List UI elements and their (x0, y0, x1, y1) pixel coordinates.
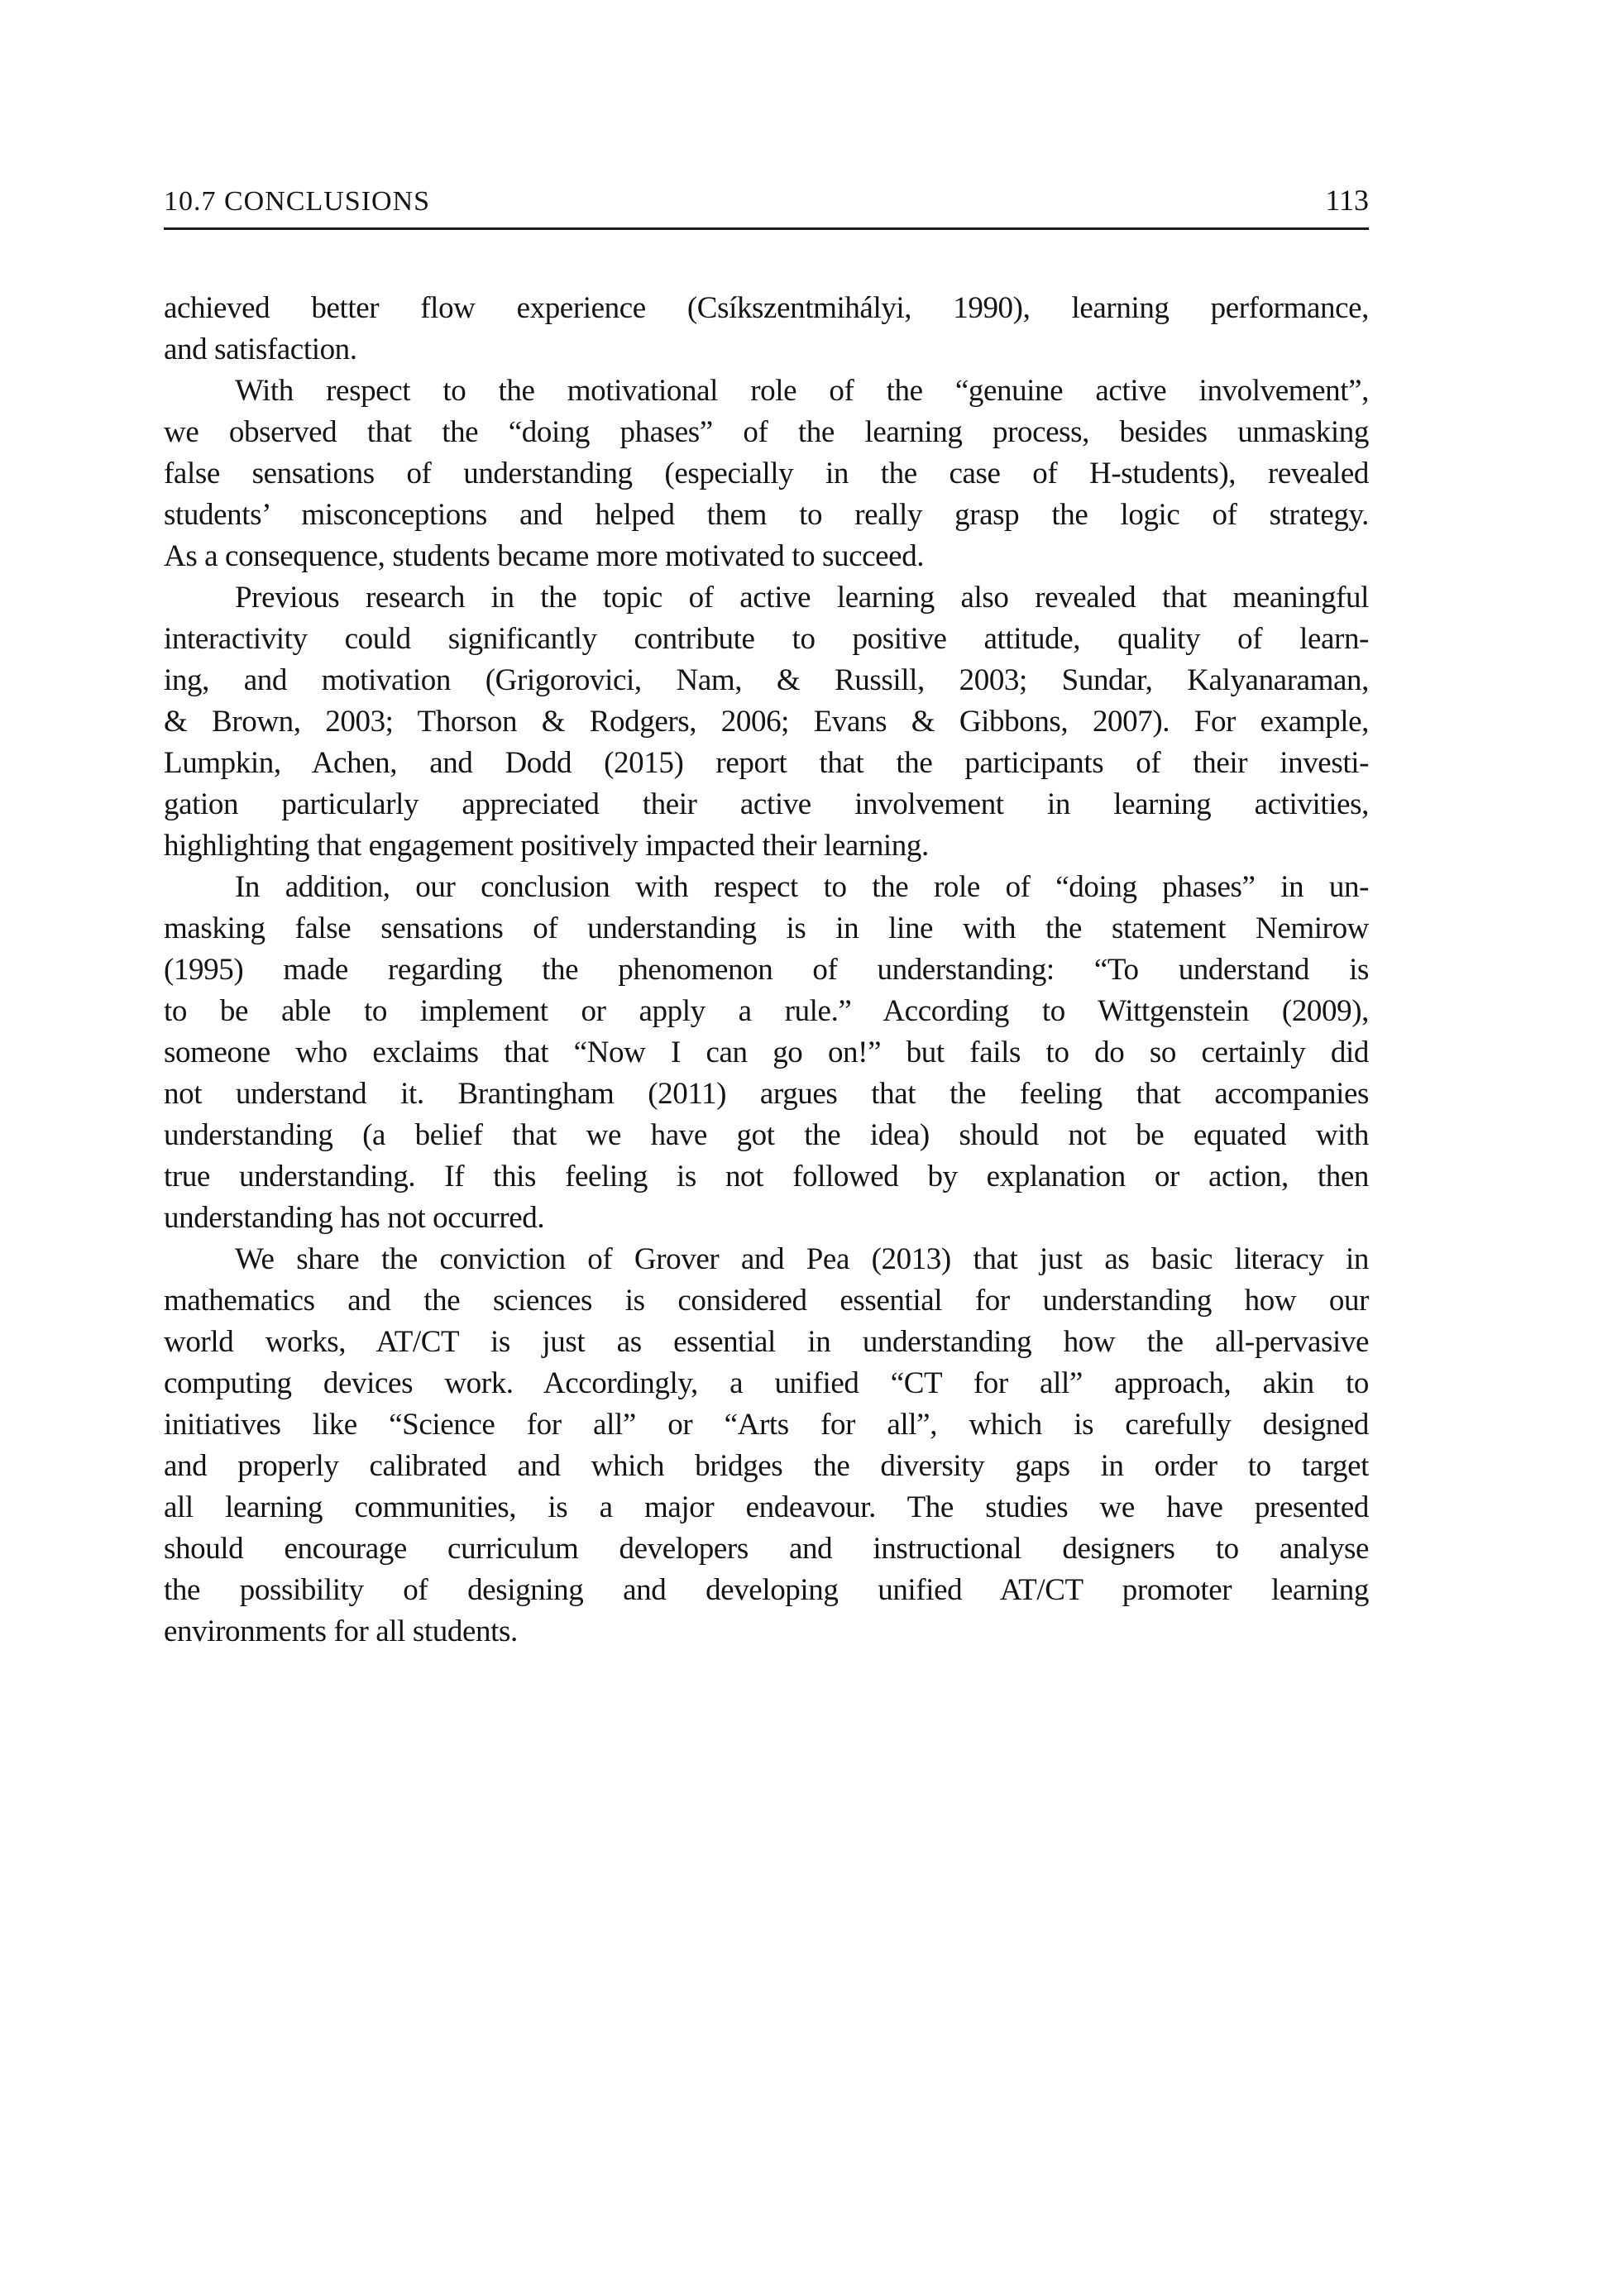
text-line: masking false sensations of understanding is in line with the statement Nemirow (164, 911, 1369, 945)
text-line: interactivity could significantly contribute to positive attitude, quality of learn- (164, 622, 1369, 656)
text-line: should encourage curriculum developers and instructional designers to analyse (164, 1532, 1369, 1566)
text-line: gation particularly appreciated their active involvement in learning activities, (164, 787, 1369, 821)
paragraph (164, 371, 1369, 577)
text-line: achieved better flow experience (Csíkszentmihályi, 1990), learning performance, (164, 291, 1369, 325)
running-header (164, 183, 1369, 218)
text-line: We share the conviction of Grover and Pea (2013) that just as basic literacy in (235, 1242, 1369, 1276)
paragraph (164, 577, 1369, 867)
text-line: understanding (a belief that we have got the idea) should not be equated with (164, 1118, 1369, 1152)
text-line: computing devices work. Accordingly, a unified “CT for all” approach, akin to (164, 1366, 1369, 1400)
header-rule (164, 227, 1369, 230)
text-line: In addition, our conclusion with respect to the role of “doing phases” in un- (235, 870, 1369, 904)
text-line: ing, and motivation (Grigorovici, Nam, & Russill, 2003; Sundar, Kalyanaraman, (164, 663, 1369, 697)
text-line: world works, AT/CT is just as essential in understanding how the all-pervasive (164, 1325, 1369, 1359)
text-line: all learning communities, is a major endeavour. The studies we have presented (164, 1490, 1369, 1524)
body-text (164, 288, 1369, 1653)
paragraph (164, 867, 1369, 1239)
text-line: Lumpkin, Achen, and Dodd (2015) report that the participants of their investi- (164, 746, 1369, 780)
text-line: (1995) made regarding the phenomenon of understanding: “To understand is (164, 953, 1369, 987)
paragraph (164, 1239, 1369, 1653)
text-line: to be able to implement or apply a rule.” According to Wittgenstein (2009), (164, 994, 1369, 1028)
text-line: not understand it. Brantingham (2011) argues that the feeling that accompanies (164, 1077, 1369, 1111)
text-line: understanding has not occurred. (164, 1201, 545, 1235)
text-line: As a consequence, students became more motivated to succeed. (164, 539, 925, 573)
text-line: and properly calibrated and which bridges the diversity gaps in order to target (164, 1449, 1369, 1483)
text-line: the possibility of designing and developing unified AT/CT promoter learning (164, 1573, 1369, 1607)
text-line: With respect to the motivational role of the “genuine active involvement”, (235, 374, 1369, 408)
text-line: we observed that the “doing phases” of the learning process, besides unmasking (164, 415, 1369, 449)
text-line: Previous research in the topic of active learning also revealed that meaningful (235, 581, 1369, 615)
page-number: 113 (1325, 184, 1369, 217)
text-line: highlighting that engagement positively impacted their learning. (164, 829, 929, 863)
text-line: initiatives like “Science for all” or “Arts for all”, which is carefully designed (164, 1408, 1369, 1442)
text-line: and satisfaction. (164, 332, 357, 366)
text-line: mathematics and the sciences is considered essential for understanding how our (164, 1284, 1369, 1318)
text-line: environments for all students. (164, 1614, 518, 1648)
text-line: students’ misconceptions and helped them to really grasp the logic of strategy. (164, 498, 1369, 532)
text-line: false sensations of understanding (especially in the case of H-students), revealed (164, 457, 1369, 490)
section-heading: 10.7 CONCLUSIONS (164, 186, 431, 217)
text-line: & Brown, 2003; Thorson & Rodgers, 2006; Evans & Gibbons, 2007). For example, (164, 705, 1369, 739)
text-line: someone who exclaims that “Now I can go on!” but fails to do so certainly did (164, 1036, 1369, 1069)
text-line: true understanding. If this feeling is not followed by explanation or action, then (164, 1160, 1369, 1193)
paragraph (164, 288, 1369, 371)
